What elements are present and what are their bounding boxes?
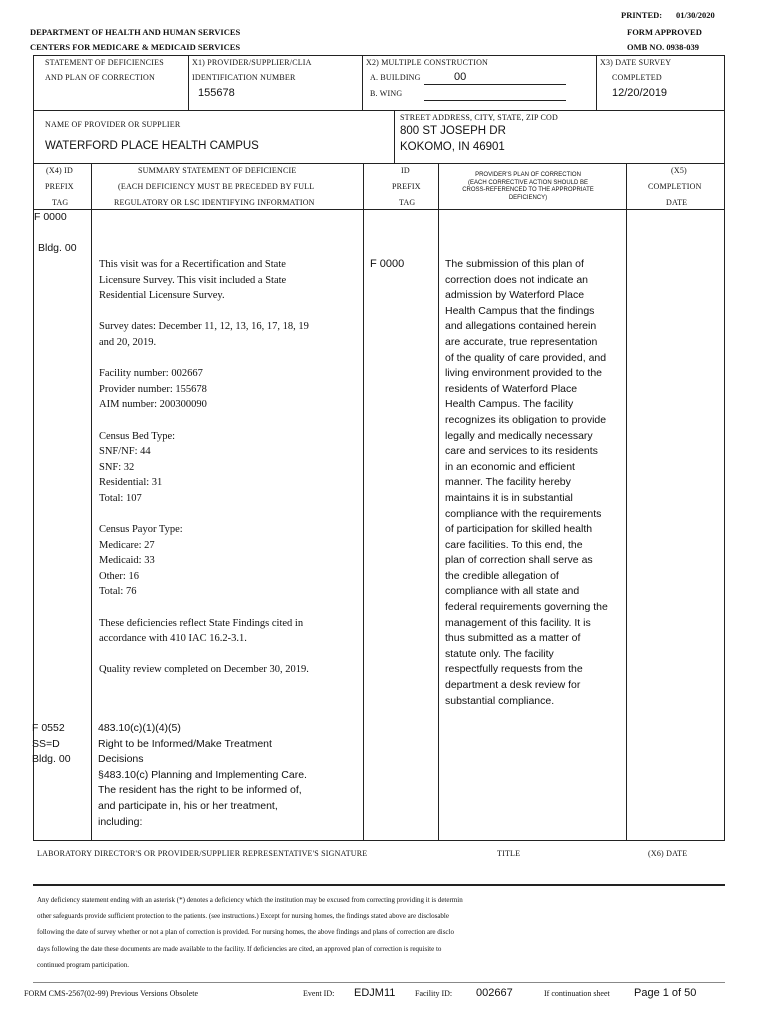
address-line-2: KOKOMO, IN 46901 (400, 141, 505, 153)
building-value: 00 (454, 71, 467, 83)
facility-id-label: Facility ID: (415, 989, 453, 998)
top-right-rule (724, 55, 725, 111)
provider-left-rule (33, 110, 34, 164)
col-x5-l2: COMPLETION (648, 182, 702, 191)
provider-box-bottom (33, 163, 725, 164)
address-label: STREET ADDRESS, CITY, STATE, ZIP COD (400, 113, 558, 122)
row1-summary: This visit was for a Recertification and State Licensure Survey. This visit included a State Residential Licensure Survey. Survey dates: December 11, 12, 13, 16, 17, 18, 19 and 20, 2019. Facility number: 002667 Provider number: 155678 AIM number: 200300090 Census Bed Type: SNF/NF: 44 SNF: 32 Residential: 31 Total: 107 Census Payor Type: Medicare: 27 Medicaid: 33 Other: 16 Total: 76 These deficiencies reflect State Findings cited in accordance with 410 IAC 16.2-3.1. Quality review completed on December 30, 2019. (99, 259, 309, 676)
col-plan-l2: (EACH CORRECTIVE ACTION SHOULD BE (467, 180, 589, 186)
x1-label-2: IDENTIFICATION NUMBER (192, 73, 296, 82)
rule-after-summary (363, 163, 364, 841)
top-box-bottom (33, 110, 725, 111)
date-label: (X6) DATE (648, 849, 688, 858)
disclaimer-text: Any deficiency statement ending with an asterisk (*) denotes a deficiency which the institution may be excused from correcting providing it is determin other safeguards provide sufficient protection to the patients. (see instructions.) Except for nursing homes, the findings stated above are disclosable following the date of survey whether or not a plan of correction is provided. For nursing homes, the above findings and plans of correction are disclo days following the date these documents are made available to the facility. If deficiencies are cited, an approved plan of correction is requisite to continued program participation. (37, 896, 463, 969)
col-x5-l3: DATE (666, 198, 688, 207)
statement-label-2: AND PLAN OF CORRECTION (45, 73, 155, 82)
col-summary-l1: SUMMARY STATEMENT OF DEFICIENCIE (138, 166, 297, 175)
address-line-1: 800 ST JOSEPH DR (400, 125, 506, 137)
rule-after-prefix (91, 163, 92, 841)
footer-rule (33, 982, 725, 983)
title-label: TITLE (497, 849, 521, 858)
form-number: FORM CMS-2567(02-99) Previous Versions Obsolete (24, 989, 199, 998)
row1-plan-of-correction: The submission of this plan of correction does not indicate an admission by Waterford Place Health Campus that the findings and allegations contained herein are accurate, true representation of the quality of care provided, and living environment provided to the residents of Waterford Place Health Campus. The facility recognizes its obligation to provide legally and medically necessary care and services to its residents in an economic and efficient manner. The facility hereby maintains it is in substantial compliance with the requirements of participation for skilled health care facilities. To this end, the plan of correction shall serve as the credible allegation of compliance with all state and federal requirements governing the management of this facility. It is thus submitted as a matter of statute only. The facility respectfully requests from the department a desk review for substantial compliance. (445, 258, 608, 707)
provider-id-value: 155678 (198, 87, 235, 99)
event-id-value: EDJM11 (354, 987, 396, 999)
department-title: DEPARTMENT OF HEALTH AND HUMAN SERVICES (30, 27, 241, 37)
col-x5-l1: (X5) (671, 166, 687, 175)
col-id-l1: ID (401, 166, 410, 175)
x3-label-1: X3) DATE SURVEY (600, 58, 672, 67)
x1-label-1: X1) PROVIDER/SUPPLIER/CLIA (192, 58, 312, 67)
event-id-label: Event ID: (303, 989, 335, 998)
provider-name-label: NAME OF PROVIDER OR SUPPLIER (45, 120, 181, 129)
row2-summary: 483.10(c)(1)(4)(5) Right to be Informed/Make Treatment Decisions §483.10(c) Planning and Implementing Care. The resident has the right to be informed of, and participate in, his or her treatment, including: (98, 722, 307, 828)
col-summary-l2: (EACH DEFICIENCY MUST BE PRECEDED BY FULL (118, 182, 315, 191)
x3-label-2: COMPLETED (612, 73, 662, 82)
provider-right-rule (724, 110, 725, 164)
omb-number: OMB NO. 0938-039 (627, 42, 700, 52)
col-summary-l3: REGULATORY OR LSC IDENTIFYING INFORMATION (114, 198, 315, 207)
x2-label: X2) MULTIPLE CONSTRUCTION (366, 58, 489, 67)
divider-x2 (362, 55, 363, 111)
provider-name-value: WATERFORD PLACE HEALTH CAMPUS (45, 140, 259, 152)
body-bottom-rule (33, 840, 725, 841)
director-signature-label: LABORATORY DIRECTOR'S OR PROVIDER/SUPPLIER REPRESENTATIVE'S SIGNATURE (37, 849, 368, 858)
facility-id-value: 002667 (476, 987, 513, 999)
col-plan-l3: CROSS-REFERENCED TO THE APPROPRIATE (462, 187, 594, 193)
row1-building: Bldg. 00 (38, 242, 77, 254)
centers-title: CENTERS FOR MEDICARE & MEDICAID SERVICES (30, 42, 241, 52)
row1-tag: F 0000 (34, 211, 67, 223)
page-number: Page 1 of 50 (634, 987, 697, 999)
body-right-rule (724, 163, 725, 841)
printed-label: PRINTED: (621, 10, 663, 20)
col-plan-l1: PROVIDER'S PLAN OF CORRECTION (475, 172, 581, 178)
top-rule (33, 55, 725, 56)
col-x4-l3: TAG (52, 198, 69, 207)
rule-after-plan (626, 163, 627, 841)
row1-id-tag: F 0000 (370, 258, 405, 270)
col-plan-l4: DEFICIENCY) (508, 195, 548, 201)
column-header-bottom (33, 209, 725, 210)
col-x4-l1: (X4) ID (46, 166, 73, 175)
top-left-rule (33, 55, 34, 111)
printed-date: 01/30/2020 (676, 10, 715, 20)
col-id-l3: TAG (399, 198, 416, 207)
wing-label: B. WING (370, 89, 403, 98)
col-x4-l2: PREFIX (45, 182, 74, 191)
col-id-l2: PREFIX (392, 182, 421, 191)
continuation-label: If continuation sheet (544, 989, 610, 998)
rule-after-id (438, 163, 439, 841)
building-label: A. BUILDING (370, 73, 421, 82)
divider-x1 (188, 55, 189, 111)
wing-underline (424, 100, 566, 101)
statement-label-1: STATEMENT OF DEFICIENCIES (45, 58, 164, 67)
row2-tag: F 0552 SS=D Bldg. 00 (32, 722, 71, 766)
building-underline (424, 84, 566, 85)
form-approved: FORM APPROVED (627, 27, 702, 37)
provider-divider (394, 110, 395, 164)
divider-x3 (596, 55, 597, 111)
survey-date-value: 12/20/2019 (612, 87, 668, 99)
signature-bottom-rule (33, 884, 725, 886)
